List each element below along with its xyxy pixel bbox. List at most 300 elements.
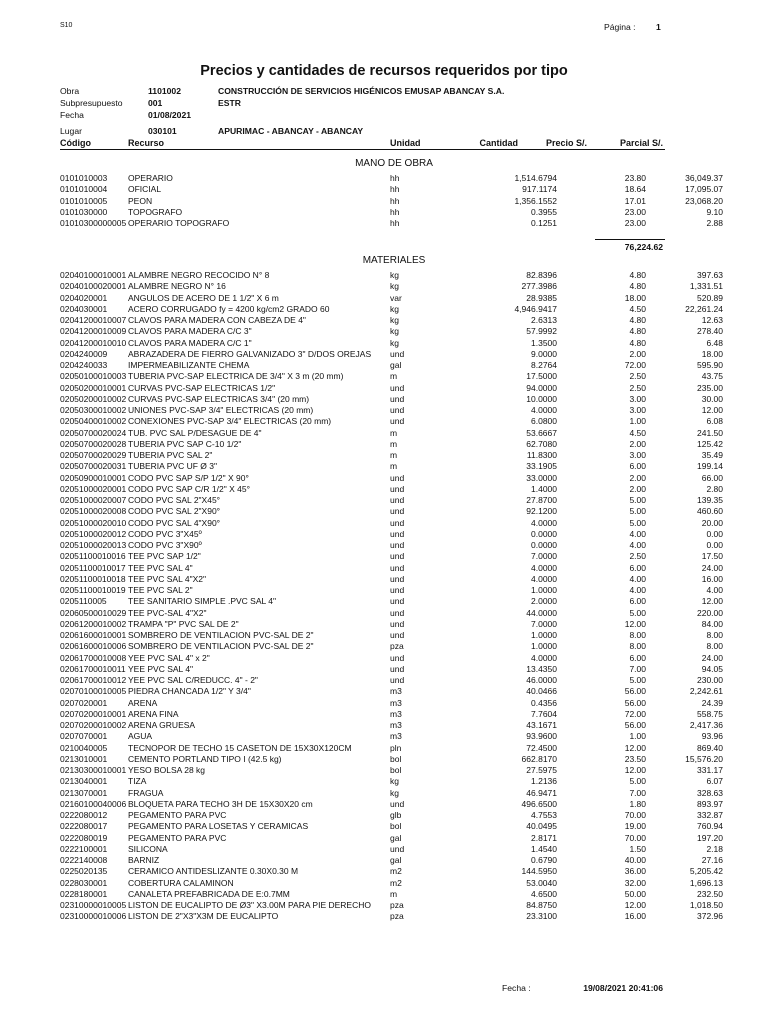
resource-price: 6.00 (629, 652, 646, 663)
resource-code: 02050200010002 (60, 393, 127, 404)
resource-quantity: 0.4356 (531, 697, 557, 708)
resource-code: 02050700020024 (60, 427, 127, 438)
resource-quantity: 53.6667 (526, 427, 557, 438)
resource-price: 23.00 (624, 218, 646, 228)
resource-price: 2.00 (629, 472, 646, 483)
table-row (60, 563, 723, 574)
table-row (60, 293, 723, 304)
resource-name: TEE PVC SAL 4"X2" (128, 573, 207, 584)
resource-price: 17.01 (624, 195, 646, 206)
resource-price: 56.00 (624, 697, 646, 708)
resource-name: TUB. PVC SAL P/DESAGUE DE 4" (128, 427, 262, 438)
resource-quantity: 4.0000 (531, 562, 557, 573)
resource-code: 0222140008 (60, 855, 108, 865)
resource-name: PEON (128, 195, 153, 206)
report-code: S10 (60, 22, 73, 29)
resource-code: 02130300010001 (60, 765, 127, 775)
resource-price: 3.00 (629, 450, 646, 460)
table-row (60, 371, 723, 382)
resource-price: 18.64 (624, 184, 646, 195)
resource-unit: hh (390, 206, 400, 217)
resource-partial: 20.00 (701, 517, 723, 528)
resource-code: 0101010003 (60, 173, 108, 183)
resource-partial: 139.35 (697, 495, 723, 505)
resource-code: 0225020135 (60, 866, 108, 877)
resource-unit: und (390, 663, 405, 674)
resource-price: 5.00 (629, 517, 646, 528)
table-row (60, 754, 723, 765)
resource-partial: 6.07 (706, 776, 723, 787)
resource-price: 4.00 (629, 540, 646, 550)
resource-price: 56.00 (624, 720, 646, 730)
resource-code: 02041200010007 (60, 315, 127, 325)
resource-partial: 24.00 (701, 562, 723, 573)
resource-unit: kg (390, 776, 399, 787)
resource-quantity: 33.1905 (526, 461, 557, 472)
resource-price: 1.00 (629, 731, 646, 742)
resource-price: 2.00 (629, 483, 646, 494)
resource-unit: und (390, 798, 405, 809)
resource-unit: kg (390, 337, 399, 348)
resource-quantity: 46.9471 (526, 787, 557, 798)
resource-quantity: 0.0000 (531, 528, 557, 539)
resource-price: 12.00 (624, 742, 646, 753)
resource-name: TUBERIA PVC UF Ø 3" (128, 461, 217, 472)
resource-unit: m (390, 888, 398, 899)
resource-partial: 235.00 (697, 382, 723, 393)
table-row (60, 506, 723, 517)
resource-name: CLAVOS PARA MADERA CON CABEZA DE 4" (128, 315, 306, 325)
table-row (60, 473, 723, 484)
resource-code: 02041200010009 (60, 326, 127, 337)
resource-quantity: 4.0000 (531, 573, 557, 584)
table-row (60, 619, 723, 630)
resource-name: SILICONA (128, 843, 168, 854)
table-row (60, 405, 723, 416)
resource-unit: und (390, 630, 405, 640)
resource-quantity: 1.0000 (531, 630, 557, 640)
resource-unit: und (390, 483, 405, 494)
obra-label: Obra (60, 86, 80, 96)
table-row (60, 630, 723, 641)
resource-code: 02051100010016 (60, 551, 126, 562)
table-row (60, 664, 723, 675)
table-row (60, 821, 723, 832)
resource-name: ARENA FINA (128, 708, 179, 719)
resource-code: 0207020001 (60, 697, 108, 708)
resource-name: TECNOPOR DE TECHO 15 CASETON DE 15X30X120CM (128, 742, 352, 753)
resource-code: 02041200010010 (60, 337, 127, 348)
resource-quantity: 4.7553 (531, 810, 557, 820)
column-cantidad: Cantidad (479, 138, 518, 148)
resource-quantity: 1.4000 (531, 483, 557, 494)
resource-partial: 1,018.50 (689, 900, 723, 910)
resource-quantity: 917.1174 (522, 184, 557, 195)
resource-price: 5.00 (629, 776, 646, 787)
table-row (60, 788, 723, 799)
page-label: Página : (604, 22, 636, 32)
resource-price: 2.00 (629, 438, 646, 449)
resource-partial: 12.63 (701, 315, 723, 325)
resource-name: PEGAMENTO PARA LOSETAS Y CERAMICAS (128, 821, 309, 832)
resource-quantity: 6.0800 (531, 416, 557, 427)
resource-quantity: 40.0466 (526, 686, 557, 697)
resource-name: TOPOGRAFO (128, 206, 183, 217)
lugar-code: 030101 (148, 126, 177, 136)
resource-code: 02050400010002 (60, 416, 127, 427)
resource-unit: und (390, 506, 405, 517)
resource-partial: 397.63 (697, 270, 723, 280)
resource-code: 02051000020012 (60, 528, 127, 539)
resource-price: 18.00 (624, 292, 646, 303)
resource-quantity: 4.6500 (531, 888, 557, 899)
resource-quantity: 1.3500 (531, 337, 557, 348)
resource-unit: und (390, 618, 405, 629)
resource-code: 0204020001 (60, 292, 108, 303)
resource-unit: m2 (390, 877, 402, 888)
table-row (60, 196, 723, 207)
table-row (60, 540, 723, 551)
column-recurso: Recurso (128, 138, 165, 148)
table-row (60, 218, 723, 229)
table-row (60, 810, 723, 821)
resource-name: CODO PVC 3"X90º (128, 540, 202, 550)
table-row (60, 184, 723, 195)
resource-unit: kg (390, 315, 399, 325)
footer-fecha-value: 19/08/2021 20:41:06 (583, 983, 663, 993)
resource-partial: 23,068.20 (685, 195, 723, 206)
resource-quantity: 1.2136 (531, 776, 557, 787)
table-row (60, 484, 723, 495)
resource-code: 0101010004 (60, 184, 108, 195)
resource-name: TEE PVC SAL 4" (128, 562, 193, 573)
resource-price: 23.50 (624, 753, 646, 764)
resource-partial: 558.75 (697, 708, 723, 719)
table-row (60, 743, 723, 754)
resource-name: CODO PVC SAP S/P 1/2" X 90° (128, 472, 249, 483)
resource-unit: m3 (390, 731, 402, 742)
resource-partial: 43.75 (701, 371, 723, 382)
resource-quantity: 13.4350 (526, 663, 557, 674)
resource-name: CODO PVC SAL 2"X45° (128, 495, 221, 505)
resource-name: CLAVOS PARA MADERA C/C 3" (128, 326, 252, 337)
resource-name: CODO PVC SAL 2"X90° (128, 506, 221, 517)
resource-price: 4.80 (629, 337, 646, 348)
resource-code: 01010300000005 (60, 218, 127, 228)
resource-name: AGUA (128, 731, 153, 742)
resource-code: 02040100020001 (60, 281, 127, 292)
resource-unit: gal (390, 855, 402, 865)
resource-partial: 18.00 (701, 348, 723, 359)
resource-quantity: 84.8750 (526, 900, 557, 910)
resource-name: IMPERMEABILIZANTE CHEMA (128, 360, 250, 370)
table-row (60, 855, 723, 866)
resource-quantity: 10.0000 (526, 393, 557, 404)
table-row (60, 495, 723, 506)
resource-partial: 232.50 (697, 888, 723, 899)
resource-price: 7.00 (629, 663, 646, 674)
resource-price: 4.80 (629, 270, 646, 280)
column-precio: Precio S/. (545, 138, 587, 148)
section-title-materiales: MATERIALES (362, 255, 426, 266)
resource-partial: 66.00 (701, 472, 723, 483)
resource-code: 0101030000 (60, 206, 108, 217)
resource-price: 4.80 (629, 315, 646, 325)
resource-partial: 197.20 (697, 832, 723, 843)
resource-unit: und (390, 562, 405, 573)
table-row (60, 731, 723, 742)
table-row (60, 911, 723, 922)
resource-unit: m (390, 371, 398, 382)
table-row (60, 844, 723, 855)
resource-quantity: 2.6313 (531, 315, 557, 325)
resource-partial: 94.05 (701, 663, 723, 674)
resource-quantity: 1.0000 (531, 585, 557, 595)
resource-name: TUBERIA PVC-SAP ELECTRICA DE 3/4" X 3 m (20 mm) (128, 371, 344, 382)
resource-code: 02050300010002 (60, 405, 127, 415)
resource-name: ARENA GRUESA (128, 720, 196, 730)
resource-code: 0213070001 (60, 787, 108, 798)
resource-partial: 12.00 (701, 405, 723, 415)
table-row (60, 394, 723, 405)
resource-price: 6.00 (629, 596, 646, 607)
resource-quantity: 0.6790 (531, 855, 557, 865)
resource-unit: m2 (390, 866, 402, 877)
resource-partial: 84.00 (701, 618, 723, 629)
resource-price: 12.00 (624, 618, 646, 629)
resource-unit: kg (390, 326, 399, 337)
resource-price: 4.50 (629, 303, 646, 314)
resource-code: 0204030001 (60, 303, 108, 314)
table-row (60, 173, 723, 184)
resource-name: CEMENTO PORTLAND TIPO I (42.5 kg) (128, 753, 282, 764)
subpresupuesto-name: ESTR (218, 98, 241, 108)
resource-name: TUBERIA PVC SAL 2" (128, 450, 213, 460)
resource-quantity: 82.8396 (526, 270, 557, 280)
table-row (60, 698, 723, 709)
table-row (60, 207, 723, 218)
resource-quantity: 27.5975 (526, 765, 557, 775)
resource-code: 02070200010002 (60, 720, 127, 730)
resource-code: 02051100010017 (60, 562, 126, 573)
resource-code: 0228030001 (60, 877, 108, 888)
obra-code: 1101002 (148, 86, 181, 96)
table-row (60, 799, 723, 810)
subpresupuesto-label: Subpresupuesto (60, 98, 123, 108)
resource-price: 2.50 (629, 551, 646, 562)
resource-quantity: 2.0000 (531, 596, 557, 607)
resource-name: UNIONES PVC-SAP 3/4" ELECTRICAS (20 mm) (128, 405, 314, 415)
resource-partial: 2.18 (706, 843, 723, 854)
resource-code: 0213010001 (60, 753, 108, 764)
resource-unit: und (390, 382, 405, 393)
resource-unit: und (390, 573, 405, 584)
resource-partial: 8.00 (706, 641, 723, 652)
resource-quantity: 11.8300 (526, 450, 557, 460)
resource-partial: 595.90 (697, 360, 723, 370)
resource-price: 72.00 (624, 708, 646, 719)
table-row (60, 383, 723, 394)
resource-unit: pza (390, 641, 404, 652)
resource-price: 40.00 (624, 855, 646, 865)
resource-code: 02061200010002 (60, 618, 127, 629)
resource-quantity: 4.0000 (531, 517, 557, 528)
resource-code: 0213040001 (60, 776, 108, 787)
resource-price: 16.00 (624, 911, 646, 922)
resource-name: ALAMBRE NEGRO RECOCIDO N° 8 (128, 270, 270, 280)
mano-de-obra-subtotal: 76,224.62 (624, 242, 663, 252)
resource-code: 0101010005 (60, 195, 108, 206)
resource-quantity: 17.5000 (526, 371, 557, 382)
resource-partial: 22,261.24 (685, 303, 723, 314)
resource-name: CODO PVC 3"X45º (128, 528, 202, 539)
resource-code: 02050900010001 (60, 472, 127, 483)
resource-price: 32.00 (624, 877, 646, 888)
resource-name: TUBERIA PVC SAP C-10 1/2" (128, 438, 242, 449)
resource-unit: m3 (390, 708, 402, 719)
resource-partial: 9.10 (706, 206, 723, 217)
resource-name: PEGAMENTO PARA PVC (128, 832, 227, 843)
resource-code: 02051000020001 (60, 483, 127, 494)
resource-partial: 1,331.51 (689, 281, 723, 292)
resource-name: YEE PVC SAL C/REDUCC. 4" - 2" (128, 675, 258, 685)
footer-fecha-label: Fecha : (502, 983, 531, 993)
resource-unit: m (390, 450, 398, 460)
resource-code: 0207070001 (60, 731, 108, 742)
resource-partial: 4.00 (706, 585, 723, 595)
resource-partial: 6.08 (706, 416, 723, 427)
resource-unit: pza (390, 900, 404, 910)
resource-price: 8.00 (629, 630, 646, 640)
resource-code: 02051100010018 (60, 573, 126, 584)
resource-quantity: 1,356.1552 (514, 195, 557, 206)
resource-name: CODO PVC SAP C/R 1/2" X 45° (128, 483, 250, 494)
resource-price: 5.00 (629, 607, 646, 618)
resource-code: 02050100010003 (60, 371, 127, 382)
lugar-label: Lugar (60, 126, 82, 136)
resource-unit: bol (390, 753, 402, 764)
column-codigo: Código (60, 138, 91, 148)
resource-partial: 12.00 (701, 596, 723, 607)
resource-partial: 2,242.61 (689, 686, 723, 697)
resource-name: TRAMPA "P" PVC SAL DE 2" (128, 618, 239, 629)
resource-quantity: 43.1671 (526, 720, 557, 730)
resource-unit: kg (390, 303, 399, 314)
table-row (60, 315, 723, 326)
resource-unit: hh (390, 173, 400, 183)
resource-code: 02070200010001 (60, 708, 127, 719)
table-row (60, 585, 723, 596)
resource-quantity: 8.2764 (531, 360, 557, 370)
resource-quantity: 62.7080 (526, 438, 557, 449)
resource-code: 02310000010006 (60, 911, 127, 922)
resource-partial: 16.00 (701, 573, 723, 584)
lugar-name: APURIMAC - ABANCAY - ABANCAY (218, 126, 364, 136)
resource-name: CERAMICO ANTIDESLIZANTE 0.30X0.30 M (128, 866, 299, 877)
resource-partial: 17,095.07 (685, 184, 723, 195)
resource-unit: und (390, 551, 405, 562)
resource-unit: pln (390, 742, 402, 753)
resource-quantity: 0.3955 (531, 206, 557, 217)
resource-code: 02061600010006 (60, 641, 127, 652)
resource-unit: hh (390, 184, 400, 195)
resource-quantity: 44.0000 (526, 607, 557, 618)
resource-partial: 2.88 (706, 218, 723, 228)
resource-partial: 199.14 (697, 461, 723, 472)
resource-name: BLOQUETA PARA TECHO 3H DE 15X30X20 cm (128, 798, 313, 809)
resource-price: 4.00 (629, 528, 646, 539)
resource-partial: 278.40 (697, 326, 723, 337)
resource-name: TEE SANITARIO SIMPLE .PVC SAL 4" (128, 596, 277, 607)
mano-de-obra-table (60, 173, 723, 229)
resource-price: 56.00 (624, 686, 646, 697)
resource-unit: und (390, 517, 405, 528)
resource-code: 02051000020010 (60, 517, 127, 528)
resource-code: 0205110005 (60, 596, 107, 607)
page-number: 1 (656, 22, 661, 32)
resource-code: 02051100010019 (60, 585, 126, 595)
table-row (60, 529, 723, 540)
table-row (60, 653, 723, 664)
resource-price: 2.50 (629, 382, 646, 393)
resource-name: ANGULOS DE ACERO DE 1 1/2" X 6 m (128, 292, 279, 303)
header-divider (60, 149, 665, 150)
resource-unit: und (390, 472, 405, 483)
resource-price: 5.00 (629, 675, 646, 685)
resource-code: 0222080012 (60, 810, 108, 820)
resource-quantity: 7.0000 (531, 551, 557, 562)
resource-unit: kg (390, 787, 399, 798)
resource-name: YEE PVC SAL 4" (128, 663, 194, 674)
resource-name: COBERTURA CALAMINON (128, 877, 234, 888)
resource-quantity: 277.3986 (521, 281, 557, 292)
resource-partial: 241.50 (697, 427, 723, 438)
table-row (60, 709, 723, 720)
resource-unit: und (390, 495, 405, 505)
resource-unit: m (390, 427, 398, 438)
resource-quantity: 33.0000 (526, 472, 557, 483)
resource-unit: bol (390, 821, 402, 832)
table-row (60, 551, 723, 562)
table-row (60, 675, 723, 686)
resource-partial: 2.80 (706, 483, 723, 494)
resource-price: 23.00 (624, 206, 646, 217)
resource-price: 23.80 (624, 173, 646, 183)
resource-price: 8.00 (629, 641, 646, 652)
resource-name: CLAVOS PARA MADERA C/C 1" (128, 337, 252, 348)
resource-price: 70.00 (624, 810, 646, 820)
resource-name: ALAMBRE NEGRO N° 16 (128, 281, 226, 292)
resource-partial: 15,576.20 (685, 753, 723, 764)
resource-name: LISTON DE 2"X3"X3M DE EUCALIPTO (128, 911, 279, 922)
table-row (60, 720, 723, 731)
resource-price: 72.00 (624, 360, 646, 370)
resource-partial: 24.39 (701, 697, 723, 708)
resource-name: TIZA (128, 776, 147, 787)
table-row (60, 889, 723, 900)
resource-code: 02060500010029 (60, 607, 127, 618)
resource-quantity: 4.0000 (531, 405, 557, 415)
resource-unit: und (390, 528, 405, 539)
resource-unit: var (390, 292, 402, 303)
resource-name: TEE PVC-SAL 4"X2" (128, 607, 207, 618)
resource-code: 02040100010001 (60, 270, 127, 280)
resource-name: OPERARIO (128, 173, 173, 183)
resource-unit: kg (390, 270, 399, 280)
resource-price: 70.00 (624, 832, 646, 843)
resource-partial: 24.00 (701, 652, 723, 663)
resource-code: 02310000010005 (60, 900, 127, 910)
